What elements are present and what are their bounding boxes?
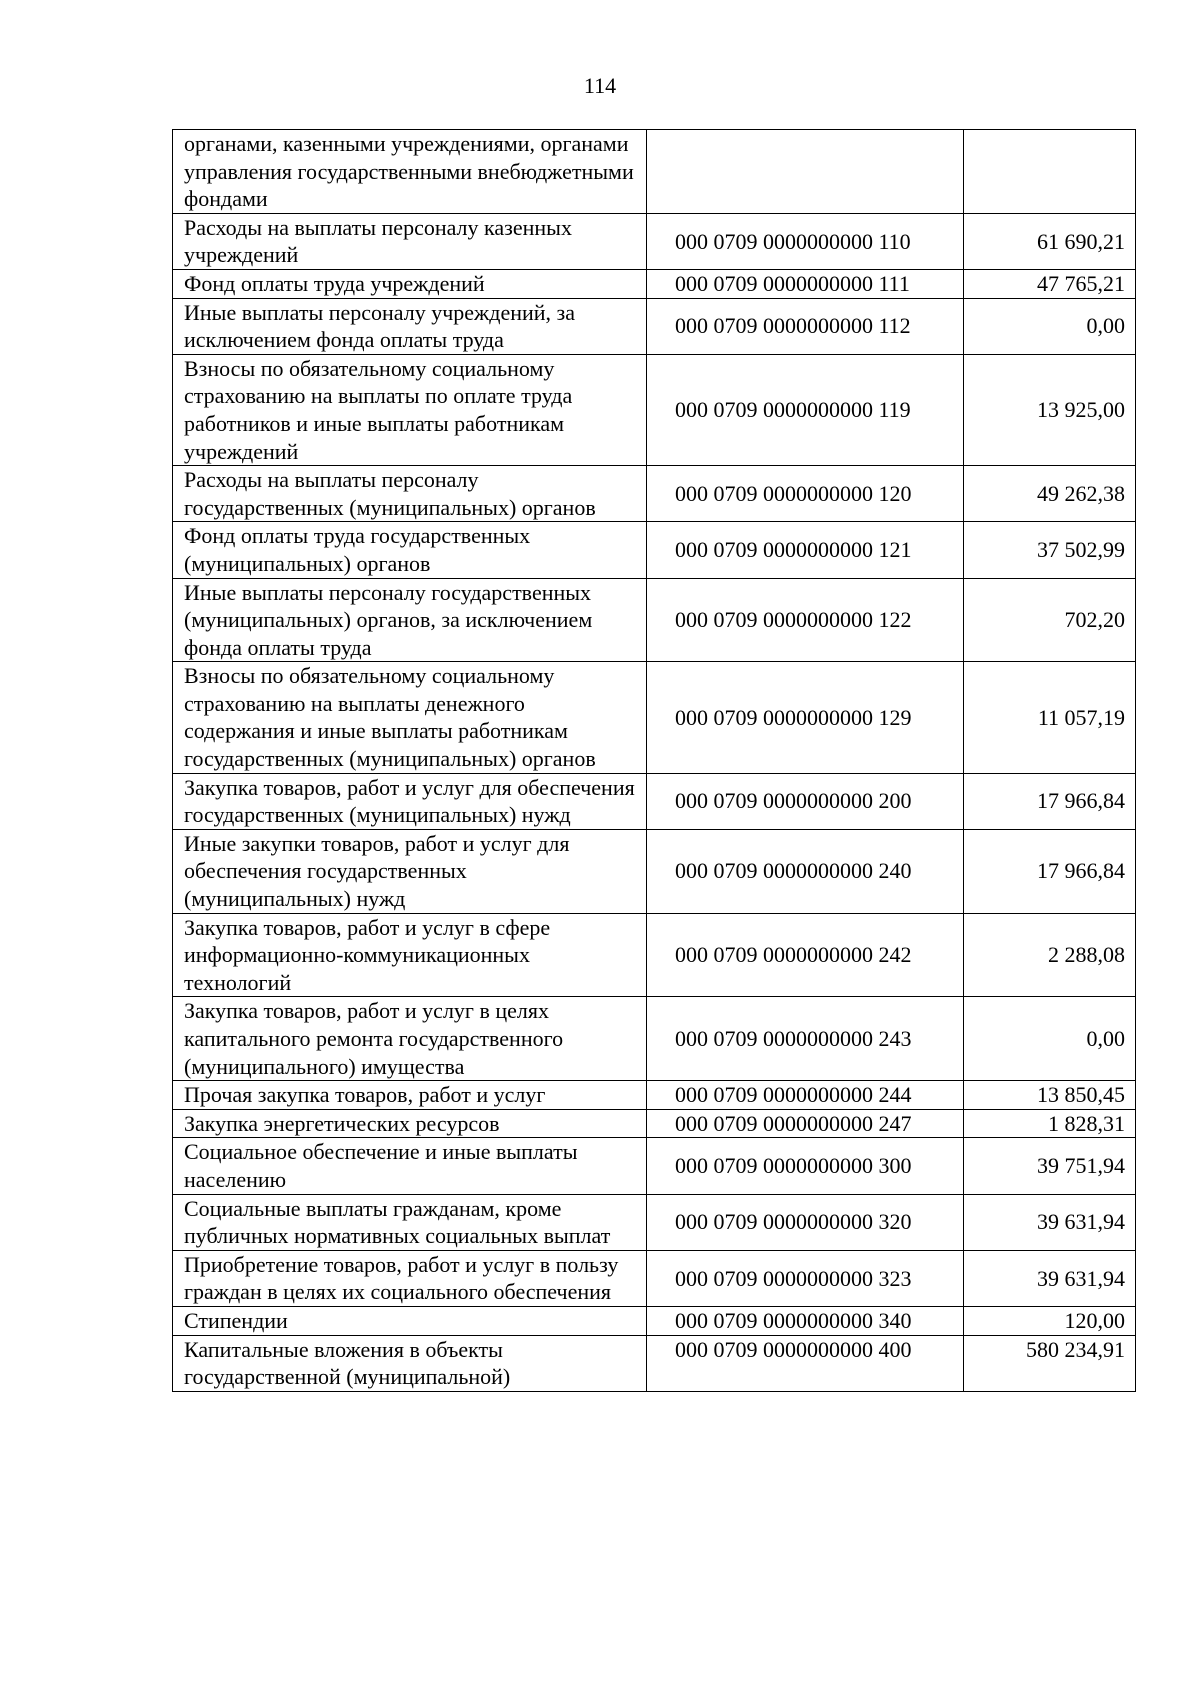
table-row: [173, 1194, 1136, 1250]
table-row: [173, 130, 1136, 214]
row-code-cell: 000 0709 0000000000 242: [647, 913, 964, 997]
page-number: 114: [583, 73, 617, 98]
row-name-cell: Иные выплаты персоналу учреждений, за исключением фонда оплаты труда: [173, 298, 647, 354]
row-code-cell: 000 0709 0000000000 122: [647, 578, 964, 662]
row-code-cell: 000 0709 0000000000 320: [647, 1194, 964, 1250]
row-amount-cell: 17 966,84: [964, 829, 1136, 913]
row-code-cell: 000 0709 0000000000 240: [647, 829, 964, 913]
row-name-cell: Иные выплаты персоналу государственных (муниципальных) органов, за исключением фонда оплаты труда: [173, 578, 647, 662]
row-name-cell: Фонд оплаты труда государственных (муниципальных) органов: [173, 522, 647, 578]
row-code-cell: 000 0709 0000000000 129: [647, 662, 964, 773]
row-amount-cell: 61 690,21: [964, 213, 1136, 269]
row-name-cell: Закупка энергетических ресурсов: [173, 1109, 647, 1138]
table-row: [173, 1335, 1136, 1391]
row-name-cell: Расходы на выплаты персоналу государственных (муниципальных) органов: [173, 466, 647, 522]
row-amount-cell: 49 262,38: [964, 466, 1136, 522]
row-name-cell: Закупка товаров, работ и услуг в сфере информационно-коммуникационных технологий: [173, 913, 647, 997]
table-row: [173, 1081, 1136, 1110]
table-row: [173, 1250, 1136, 1306]
table-row: [173, 522, 1136, 578]
budget-table-body: [173, 130, 1136, 1392]
row-amount-cell: 39 631,94: [964, 1194, 1136, 1250]
row-name-cell: Социальные выплаты гражданам, кроме публичных нормативных социальных выплат: [173, 1194, 647, 1250]
row-amount-cell: 13 850,45: [964, 1081, 1136, 1110]
row-amount-cell: 580 234,91: [964, 1335, 1136, 1391]
row-code-cell: 000 0709 0000000000 243: [647, 997, 964, 1081]
row-code-cell: 000 0709 0000000000 120: [647, 466, 964, 522]
row-name-cell: Взносы по обязательному социальному страхованию на выплаты денежного содержания и иные выплаты работникам государственных (муниципальных) органов: [173, 662, 647, 773]
table-row: [173, 773, 1136, 829]
row-name-cell: Закупка товаров, работ и услуг в целях капитального ремонта государственного (муниципального) имущества: [173, 997, 647, 1081]
table-row: [173, 578, 1136, 662]
row-code-cell: 000 0709 0000000000 121: [647, 522, 964, 578]
row-code-cell: 000 0709 0000000000 400: [647, 1335, 964, 1391]
row-code-cell: 000 0709 0000000000 110: [647, 213, 964, 269]
row-amount-cell: 0,00: [964, 298, 1136, 354]
row-name-cell: Фонд оплаты труда учреждений: [173, 269, 647, 298]
row-code-cell: 000 0709 0000000000 111: [647, 269, 964, 298]
table-row: [173, 354, 1136, 465]
row-code-cell: 000 0709 0000000000 340: [647, 1306, 964, 1335]
table-row: [173, 829, 1136, 913]
budget-table: [172, 129, 1136, 1392]
row-code-cell: 000 0709 0000000000 119: [647, 354, 964, 465]
row-code-cell: [647, 130, 964, 214]
row-name-cell: Взносы по обязательному социальному страхованию на выплаты по оплате труда работников и иные выплаты работникам учреждений: [173, 354, 647, 465]
row-amount-cell: 17 966,84: [964, 773, 1136, 829]
row-amount-cell: 47 765,21: [964, 269, 1136, 298]
row-name-cell: Закупка товаров, работ и услуг для обеспечения государственных (муниципальных) нужд: [173, 773, 647, 829]
row-name-cell: Расходы на выплаты персоналу казенных учреждений: [173, 213, 647, 269]
row-code-cell: 000 0709 0000000000 200: [647, 773, 964, 829]
row-amount-cell: 13 925,00: [964, 354, 1136, 465]
row-amount-cell: 39 751,94: [964, 1138, 1136, 1194]
row-name-cell: Приобретение товаров, работ и услуг в пользу граждан в целях их социального обеспечения: [173, 1250, 647, 1306]
row-amount-cell: 11 057,19: [964, 662, 1136, 773]
table-row: [173, 1109, 1136, 1138]
table-row: [173, 1138, 1136, 1194]
row-amount-cell: 120,00: [964, 1306, 1136, 1335]
row-code-cell: 000 0709 0000000000 112: [647, 298, 964, 354]
row-name-cell: Стипендии: [173, 1306, 647, 1335]
row-amount-cell: 0,00: [964, 997, 1136, 1081]
row-code-cell: 000 0709 0000000000 323: [647, 1250, 964, 1306]
row-name-cell: Социальное обеспечение и иные выплаты населению: [173, 1138, 647, 1194]
row-amount-cell: 2 288,08: [964, 913, 1136, 997]
row-name-cell: Иные закупки товаров, работ и услуг для обеспечения государственных (муниципальных) нужд: [173, 829, 647, 913]
row-code-cell: 000 0709 0000000000 244: [647, 1081, 964, 1110]
row-amount-cell: [964, 130, 1136, 214]
row-amount-cell: 37 502,99: [964, 522, 1136, 578]
table-row: [173, 466, 1136, 522]
row-name-cell: Прочая закупка товаров, работ и услуг: [173, 1081, 647, 1110]
table-row: [173, 662, 1136, 773]
table-row: [173, 1306, 1136, 1335]
table-row: [173, 997, 1136, 1081]
row-code-cell: 000 0709 0000000000 300: [647, 1138, 964, 1194]
row-name-cell: Капитальные вложения в объекты государственной (муниципальной): [173, 1335, 647, 1391]
table-row: [173, 269, 1136, 298]
row-amount-cell: 1 828,31: [964, 1109, 1136, 1138]
row-code-cell: 000 0709 0000000000 247: [647, 1109, 964, 1138]
row-amount-cell: 39 631,94: [964, 1250, 1136, 1306]
row-name-cell: органами, казенными учреждениями, органами управления государственными внебюджетными фондами: [173, 130, 647, 214]
table-row: [173, 913, 1136, 997]
table-row: [173, 213, 1136, 269]
table-row: [173, 298, 1136, 354]
row-amount-cell: 702,20: [964, 578, 1136, 662]
